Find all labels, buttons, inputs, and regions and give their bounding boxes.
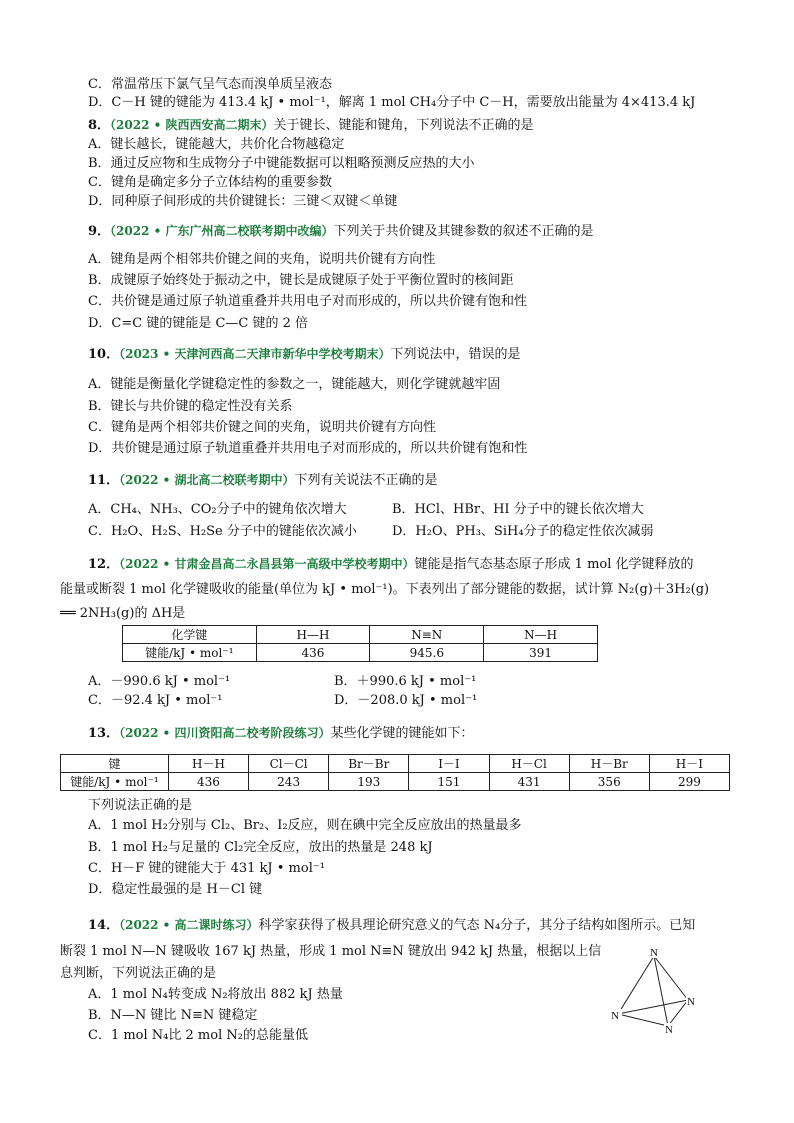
question-source: （2022 • 湖北高二校联考期中）	[119, 473, 295, 487]
bond-line	[654, 956, 688, 1000]
table-cell: 436	[168, 773, 248, 791]
table-cell: 193	[329, 773, 409, 791]
table-row	[123, 644, 598, 662]
q10-option-a: A．键能是衡量化学键稳定性的参数之一，键能越大，则化学键就越牢固	[88, 377, 501, 392]
q11-option-a: A．CH₄、NH₃、CO₂分子中的键角依次增大	[88, 502, 347, 517]
table-cell: 243	[249, 773, 329, 791]
q8-option-d: D．同种原子间形成的共价键键长：三键＜双键＜单键	[88, 194, 398, 209]
q13-option-b: B．1 mol H₂与足量的 Cl₂完全反应，放出的热量是 248 kJ	[88, 840, 433, 855]
q11-option-d: D．H₂O、PH₃、SiH₄分子的稳定性依次减弱	[392, 524, 654, 539]
q10-option-d: D．共价键是通过原子轨道重叠并共用电子对而形成的，所以共价键有饱和性	[88, 441, 528, 456]
question-text: 下列说法中，错误的是	[390, 347, 521, 362]
question-text: 键能是指气态基态原子形成 1 mol 化学键释放的	[414, 557, 694, 572]
q12-stem-line1	[88, 556, 694, 573]
q11-option-c: C．H₂O、H₂S、H₂Se 分子中的键能依次减小	[88, 524, 357, 539]
bond-line	[618, 1014, 668, 1026]
q14-option-c: C．1 mol N₄比 2 mol N₂的总能量低	[88, 1028, 308, 1043]
table-cell: Br－Br	[329, 755, 409, 773]
question-source: （2022 • 四川资阳高二校考阶段练习）	[119, 726, 331, 740]
q14-option-b: B．N—N 键比 N≡N 键稳定	[88, 1008, 258, 1023]
bond-line	[654, 956, 668, 1026]
q11-stem	[88, 472, 438, 489]
q13-prompt: 下列说法正确的是	[88, 798, 193, 813]
atom-label: N	[611, 1010, 619, 1022]
q9-option-c: C．共价键是通过原子轨道重叠并共用电子对而形成的，所以共价键有饱和性	[88, 294, 527, 309]
table-cell: 化学键	[123, 626, 257, 644]
q12-option-d: D．－208.0 kJ • mol⁻¹	[334, 693, 478, 708]
q10-option-c: C．键角是两个相邻共价键之间的夹角，说明共价键有方向性	[88, 420, 436, 435]
q12-option-a: A．－990.6 kJ • mol⁻¹	[88, 674, 231, 689]
table-cell: I－I	[409, 755, 489, 773]
q8-option-c: C．键角是确定多分子立体结构的重要参数	[88, 175, 332, 190]
question-text: 下列有关说法不正确的是	[294, 473, 438, 488]
q14-option-a: A．1 mol N₄转变成 N₂将放出 882 kJ 热量	[88, 987, 343, 1002]
n4-molecule-diagram	[598, 940, 708, 1040]
question-text: 科学家获得了极具理论研究意义的气态 N₄分子，其分子结构如图所示。已知	[258, 918, 696, 933]
q9-stem	[88, 223, 594, 240]
question-number: 10．	[88, 347, 120, 362]
table-cell: H—H	[256, 626, 370, 644]
bond-line	[618, 1000, 688, 1014]
q13-bond-energy-table	[60, 754, 730, 791]
q12-stem-line3: ══ 2NH₃(g)的 ΔH是	[60, 606, 186, 621]
bond-lines	[618, 956, 688, 1026]
q10-option-b: B．键长与共价键的稳定性没有关系	[88, 399, 293, 414]
question-number: 13．	[88, 726, 120, 741]
table-cell: 391	[484, 644, 598, 662]
atom-label: N	[665, 1024, 673, 1036]
table-cell: Cl－Cl	[249, 755, 329, 773]
q9-option-d: D．C=C 键的键能是 C—C 键的 2 倍	[88, 316, 309, 331]
q12-option-b: B．＋990.6 kJ • mol⁻¹	[334, 674, 477, 689]
table-row	[61, 773, 730, 791]
q11-option-b: B．HCl、HBr、HI 分子中的键长依次增大	[392, 502, 644, 517]
table-cell: 键	[61, 755, 169, 773]
q12-bond-energy-table	[122, 625, 598, 662]
q7-option-d: D．C－H 键的键能为 413.4 kJ • mol⁻¹，解离 1 mol CH₄分子中 C－H，需要放出能量为 4×413.4 kJ	[88, 95, 696, 110]
question-text: 某些化学键的键能如下：	[330, 726, 474, 741]
table-cell: H－H	[168, 755, 248, 773]
table-cell: 151	[409, 773, 489, 791]
q13-stem	[88, 725, 474, 742]
question-number: 9．	[88, 224, 111, 239]
q12-option-c: C．－92.4 kJ • mol⁻¹	[88, 693, 223, 708]
question-number: 12．	[88, 557, 120, 572]
q12-stem-line2: 能量或断裂 1 mol 化学键吸收的能量(单位为 kJ • mol⁻¹)。下表列出了部分键能的数据，试计算 N₂(g)＋3H₂(g)	[60, 582, 710, 597]
table-header-row	[61, 755, 730, 773]
question-number: 11．	[88, 473, 120, 488]
table-cell: 945.6	[370, 644, 484, 662]
q10-stem	[88, 346, 521, 363]
table-cell: H－Br	[569, 755, 649, 773]
q14-stem-line3: 息判断，下列说法正确的是	[60, 966, 217, 981]
table-cell: H－I	[649, 755, 729, 773]
table-cell: 356	[569, 773, 649, 791]
table-cell: 431	[489, 773, 569, 791]
q14-stem-line2: 断裂 1 mol N—N 键吸收 167 kJ 热量，形成 1 mol N≡N 键放出 942 kJ 热量，根据以上信	[60, 944, 602, 959]
table-cell: N≡N	[370, 626, 484, 644]
table-cell: 键能/kJ • mol⁻¹	[123, 644, 257, 662]
table-cell: 299	[649, 773, 729, 791]
q9-option-b: B．成键原子始终处于振动之中，键长是成键原子处于平衡位置时的核间距	[88, 273, 514, 288]
table-cell: 键能/kJ • mol⁻¹	[61, 773, 169, 791]
question-source: （2022 • 高二课时练习）	[119, 918, 259, 932]
question-source: （2022 • 广东广州高二校联考期中改编）	[110, 224, 334, 238]
question-source: （2022 • 陕西西安高二期末）	[110, 118, 274, 132]
q7-option-c: C．常温常压下氯气呈气态而溴单质呈液态	[88, 77, 332, 92]
table-cell: H－Cl	[489, 755, 569, 773]
q8-stem	[88, 117, 534, 134]
atom-label: N	[687, 996, 695, 1008]
question-text: 关于键长、键能和键角，下列说法不正确的是	[273, 118, 534, 133]
bond-line	[618, 956, 654, 1014]
q8-option-b: B．通过反应物和生成物分子中键能数据可以粗略预测反应热的大小	[88, 156, 475, 171]
q13-option-c: C．H－F 键的键能大于 431 kJ • mol⁻¹	[88, 861, 325, 876]
q8-option-a: A．键长越长，键能越大，共价化合物越稳定	[88, 137, 345, 152]
q13-option-a: A．1 mol H₂分别与 Cl₂、Br₂、I₂反应，则在碘中完全反应放出的热量最多	[88, 818, 522, 833]
question-text: 下列关于共价键及其键参数的叙述不正确的是	[333, 224, 594, 239]
table-cell: 436	[256, 644, 370, 662]
question-source: （2022 • 甘肃金昌高二永昌县第一高级中学校考期中）	[119, 557, 415, 571]
q9-option-a: A．键角是两个相邻共价键之间的夹角，说明共价键有方向性	[88, 252, 436, 267]
question-source: （2023 • 天津河西高二天津市新华中学校考期末）	[119, 347, 391, 361]
table-header-row	[123, 626, 598, 644]
atom-label: N	[650, 947, 658, 959]
q14-stem-line1	[88, 917, 695, 934]
question-number: 8．	[88, 118, 111, 133]
question-number: 14．	[88, 918, 120, 933]
table-cell: N—H	[484, 626, 598, 644]
q13-option-d: D．稳定性最强的是 H－Cl 键	[88, 882, 263, 897]
